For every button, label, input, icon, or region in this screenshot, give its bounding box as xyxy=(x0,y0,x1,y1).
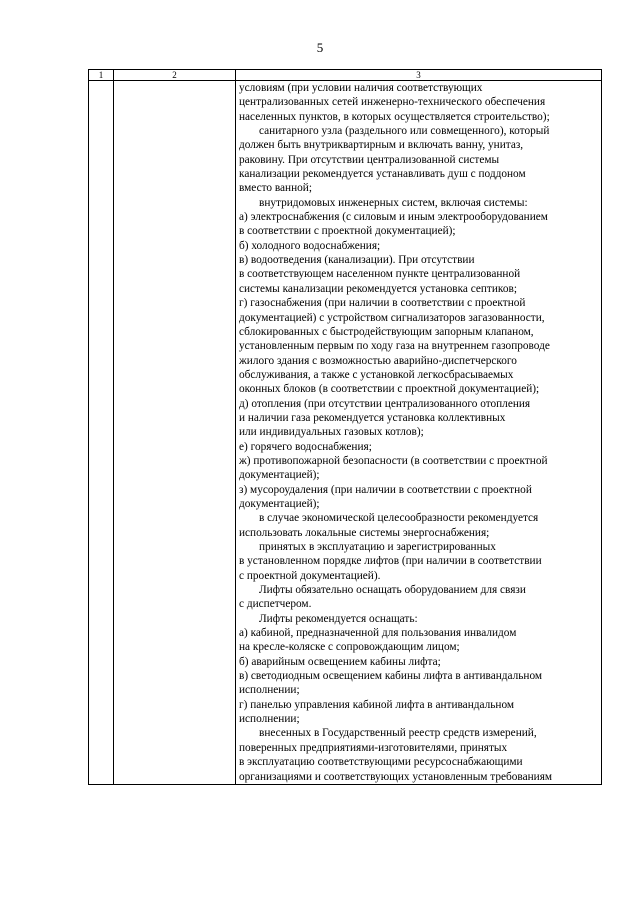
text-line: системы канализации рекомендуется установка септиков; xyxy=(239,282,517,295)
text-line: населенных пунктов, в которых осуществляется строительство); xyxy=(239,110,550,123)
header-cell-1: 1 xyxy=(89,70,114,81)
text-line: з) мусороудаления (при наличии в соответствии с проектной xyxy=(239,483,532,496)
text-line: б) аварийным освещением кабины лифта; xyxy=(239,655,441,668)
text-line: санитарного узла (раздельного или совмещенного), который xyxy=(259,125,550,138)
text-line: канализации рекомендуется устанавливать душ с поддоном xyxy=(239,168,526,181)
text-line: документацией) с устройством сигнализаторов загазованности, xyxy=(239,311,545,324)
page-number: 5 xyxy=(316,40,324,55)
column-2-cell xyxy=(114,81,236,785)
text-line: в случае экономической целесообразности рекомендуется xyxy=(259,512,539,525)
header-cell-2: 2 xyxy=(114,70,236,81)
text-line: организациями и соответствующих установленным требованиям xyxy=(239,770,553,783)
text-line: а) кабиной, предназначенной для пользования инвалидом xyxy=(239,627,517,640)
text-line: Лифты обязательно оснащать оборудованием для связи xyxy=(259,584,526,597)
text-line: исполнении; xyxy=(239,713,300,726)
text-line: в соответствующем населенном пункте централизованной xyxy=(239,268,521,281)
text-line: в эксплуатацию соответствующими ресурсоснабжающими xyxy=(239,756,523,769)
text-line: должен быть внутриквартирным и включать ванну, унитаз, xyxy=(239,139,524,152)
column-1-cell xyxy=(89,81,114,785)
header-cell-3: 3 xyxy=(236,70,602,81)
content-lines xyxy=(239,81,601,784)
text-line: г) панелью управления кабиной лифта в антивандальном xyxy=(239,698,515,711)
column-3-content xyxy=(236,81,602,785)
text-line: г) газоснабжения (при наличии в соответствии с проектной xyxy=(239,297,526,310)
text-line: в) водоотведения (канализации). При отсутствии xyxy=(239,254,475,267)
text-line: с диспетчером. xyxy=(239,598,312,611)
text-line: условиям (при условии наличия соответствующих xyxy=(239,82,483,94)
text-line: установленным первым по ходу газа на внутреннем газопроводе xyxy=(239,340,550,353)
text-line: в установленном порядке лифтов (при наличии в соответствии xyxy=(239,555,542,568)
text-line: вместо ванной; xyxy=(239,182,312,195)
text-line: в) светодиодным освещением кабины лифта в антивандальном xyxy=(239,670,543,683)
text-line: поверенных предприятиями-изготовителями, принятых xyxy=(239,741,508,754)
text-line: или индивидуальных газовых котлов); xyxy=(239,426,424,439)
text-line: принятых в эксплуатацию и зарегистрированных xyxy=(259,541,496,553)
text-line: внесенных в Государственный реестр средств измерений, xyxy=(259,727,537,740)
text-line: с проектной документацией). xyxy=(239,569,381,582)
text-line: раковину. При отсутствии централизованной системы xyxy=(239,153,500,166)
text-line: обслуживания, а также с установкой легкосбрасываемых xyxy=(239,368,514,381)
text-line: сблокированных с быстродействующим запорным клапаном, xyxy=(239,325,534,338)
table-header-row xyxy=(89,70,602,81)
text-line: в соответствии с проектной документацией); xyxy=(239,225,456,238)
text-line: исполнении; xyxy=(239,684,300,697)
text-line: внутридомовых инженерных систем, включая системы: xyxy=(259,196,528,209)
table-row xyxy=(89,81,602,785)
text-line: использовать локальные системы энергоснабжения; xyxy=(239,526,490,539)
text-line: документацией); xyxy=(239,497,320,510)
document-table xyxy=(88,69,602,785)
text-line: на кресле-коляске с сопровождающим лицом; xyxy=(239,641,460,654)
text-line: а) электроснабжения (с силовым и иным электрооборудованием xyxy=(239,211,548,224)
text-line: документацией); xyxy=(239,469,320,482)
text-line: оконных блоков (в соответствии с проектной документацией); xyxy=(239,383,540,396)
text-line: е) горячего водоснабжения; xyxy=(239,440,372,453)
text-line: б) холодного водоснабжения; xyxy=(239,239,381,252)
text-line: д) отопления (при отсутствии централизованного отопления xyxy=(239,397,531,410)
text-line: и наличии газа рекомендуется установка коллективных xyxy=(239,411,506,424)
text-line: ж) противопожарной безопасности (в соответствии с проектной xyxy=(239,454,548,467)
text-line: Лифты рекомендуется оснащать: xyxy=(259,612,418,625)
text-line: жилого здания с возможностью аварийно-диспетчерского xyxy=(239,354,517,367)
text-line: централизованных сетей инженерно-технического обеспечения xyxy=(239,96,546,109)
